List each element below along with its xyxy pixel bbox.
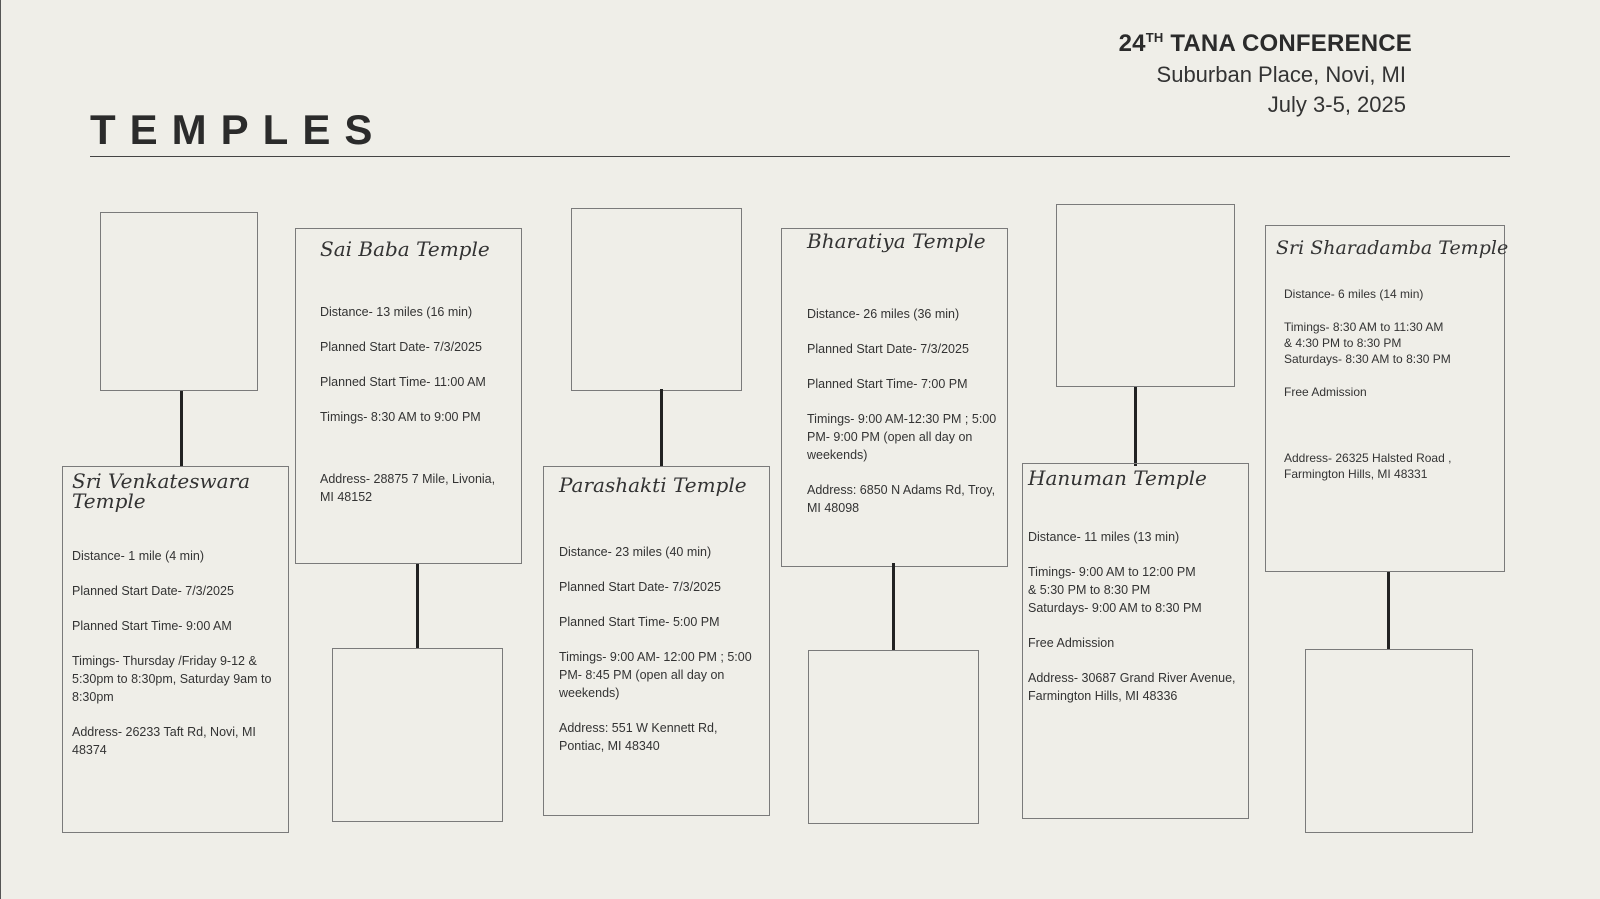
temple-distance: Distance- 23 miles (40 min) xyxy=(559,545,712,559)
temple-start-time: Planned Start Time- 7:00 PM xyxy=(807,377,968,391)
temple-address: Address: 551 W Kennett Rd, Pontiac, MI 48340 xyxy=(559,721,718,753)
temple-timings: Timings- Thursday /Friday 9-12 & 5:30pm to 8:30pm, Saturday 9am to 8:30pm xyxy=(72,654,272,704)
temple-image-placeholder-parashakti xyxy=(571,208,742,391)
connector-line xyxy=(1387,572,1390,650)
temple-name: Sri Sharadamba Temple xyxy=(1276,237,1509,259)
temple-start-date: Planned Start Date- 7/3/2025 xyxy=(72,584,234,598)
temple-address: Address- 30687 Grand River Avenue, Farmington Hills, MI 48336 xyxy=(1028,671,1236,703)
temple-name: Hanuman Temple xyxy=(1028,466,1207,490)
conference-venue: Suburban Place, Novi, MI xyxy=(1156,62,1406,87)
temple-name: Sai Baba Temple xyxy=(320,237,490,261)
temple-distance: Distance- 6 miles (14 min) xyxy=(1284,287,1424,301)
temple-image-placeholder-bharatiya xyxy=(808,650,979,824)
temple-name: Parashakti Temple xyxy=(559,473,747,497)
temple-name: Bharatiya Temple xyxy=(807,229,986,253)
conference-dates: July 3-5, 2025 xyxy=(1267,92,1406,117)
temple-timings: Timings- 8:30 AM to 11:30 AM & 4:30 PM to 8:30 PM Saturdays- 8:30 AM to 8:30 PM xyxy=(1284,320,1451,366)
temple-address: Address- 28875 7 Mile, Livonia, MI 48152 xyxy=(320,472,496,504)
temple-start-time: Planned Start Time- 11:00 AM xyxy=(320,375,486,389)
temple-image-placeholder-sharadamba xyxy=(1305,649,1473,833)
temple-distance: Distance- 13 miles (16 min) xyxy=(320,305,473,319)
temple-image-placeholder-hanuman xyxy=(1056,204,1235,387)
temple-card-hanuman xyxy=(1022,463,1249,819)
temple-distance: Distance- 1 mile (4 min) xyxy=(72,549,204,563)
temple-timings: Timings- 9:00 AM-12:30 PM ; 5:00 PM- 9:00 PM (open all day on weekends) xyxy=(807,412,997,462)
connector-line xyxy=(892,563,895,650)
temple-timings-weekday-morning: Timings- 9:00 AM to 12:00 PM xyxy=(1028,565,1196,579)
temple-address: Address- 26325 Halsted Road , Farmington Hills, MI 48331 xyxy=(1284,451,1452,481)
temple-card-sharadamba xyxy=(1265,225,1509,572)
temple-image-placeholder-venkateswara xyxy=(100,212,258,391)
temple-start-date: Planned Start Date- 7/3/2025 xyxy=(320,340,482,354)
temple-start-date: Planned Start Date- 7/3/2025 xyxy=(559,580,721,594)
temple-timings: Timings- 9:00 AM- 12:00 PM ; 5:00 PM- 8:45 PM (open all day on weekends) xyxy=(559,650,752,700)
conference-title: 24TH TANA CONFERENCE xyxy=(1118,30,1412,57)
page-left-border xyxy=(0,0,1,899)
page-title: TEMPLES xyxy=(90,106,387,153)
temple-card-bharatiya xyxy=(781,228,1008,567)
temple-image-placeholder-sai-baba xyxy=(332,648,503,822)
temple-timings: Timings- 8:30 AM to 9:00 PM xyxy=(320,410,481,424)
temple-address: Address- 26233 Taft Rd, Novi, MI 48374 xyxy=(72,725,256,757)
connector-line xyxy=(416,564,419,648)
temple-name: Sri Venkateswara Temple xyxy=(72,469,251,513)
title-divider xyxy=(90,156,1510,157)
temple-start-time: Planned Start Time- 9:00 AM xyxy=(72,619,232,633)
temple-distance: Distance- 26 miles (36 min) xyxy=(807,307,960,321)
temple-timings-saturday: Saturdays- 9:00 AM to 8:30 PM xyxy=(1028,601,1202,615)
temple-address: Address: 6850 N Adams Rd, Troy, MI 48098 xyxy=(807,483,996,515)
conference-header xyxy=(1119,30,1412,118)
temple-start-time: Planned Start Time- 5:00 PM xyxy=(559,615,720,629)
temple-card-venkateswara xyxy=(62,466,289,833)
connector-line xyxy=(1134,387,1137,466)
temple-timings-weekday-evening: & 5:30 PM to 8:30 PM xyxy=(1028,583,1151,597)
temple-timings xyxy=(1028,563,1242,617)
temple-distance: Distance- 11 miles (13 min) xyxy=(1028,530,1180,544)
temple-admission: Free Admission xyxy=(1028,636,1115,650)
temple-admission: Free Admission xyxy=(1284,385,1367,399)
temple-card-sai-baba xyxy=(295,228,522,564)
temple-card-parashakti xyxy=(543,466,770,816)
connector-line xyxy=(660,389,663,467)
temple-start-date: Planned Start Date- 7/3/2025 xyxy=(807,342,969,356)
connector-line xyxy=(180,391,183,467)
